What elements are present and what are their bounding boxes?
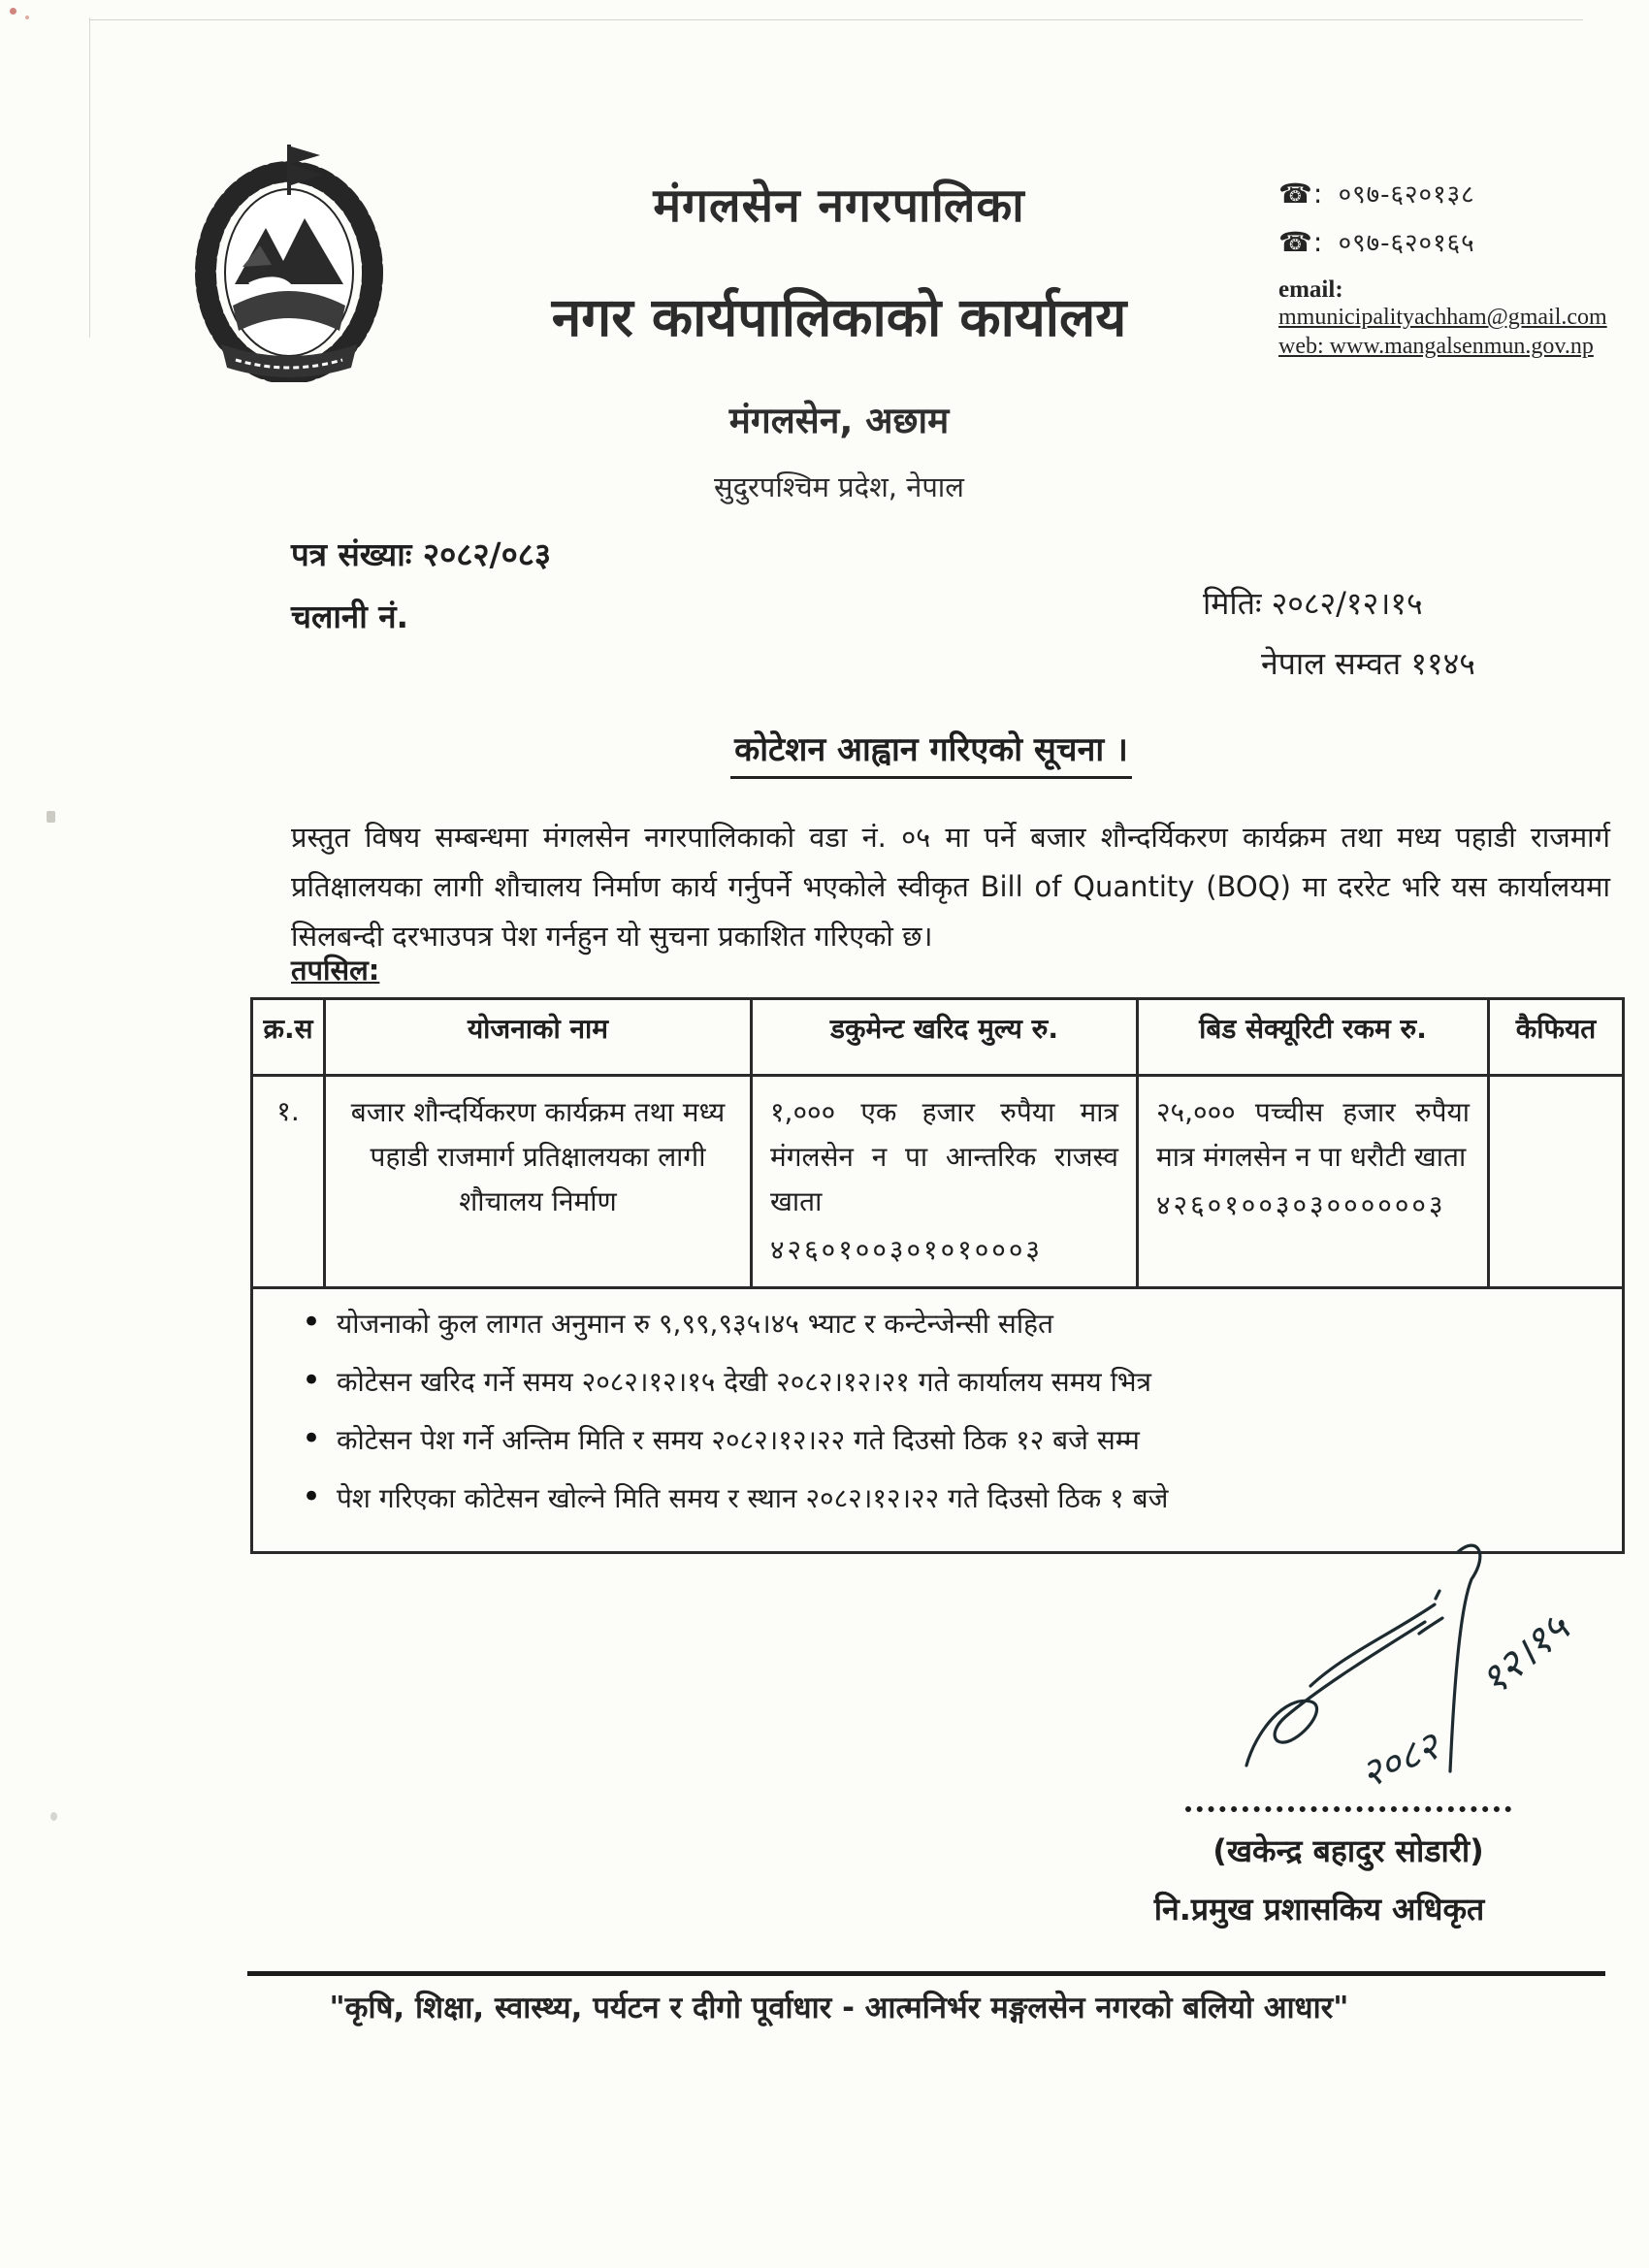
scan-speck — [25, 16, 29, 19]
col-header-sn: क्र.स — [252, 999, 325, 1076]
footer-slogan: "कृषि, शिक्षा, स्वास्थ्य, पर्यटन र दीगो पूर्वाधार - आत्मनिर्भर मङ्गलसेन नगरको बलियो आधार" — [329, 1991, 1349, 2025]
email-label: email: — [1278, 276, 1343, 303]
quotation-table — [250, 997, 1625, 1554]
signatory-name: (खकेन्द्र बहादुर सोडारी) — [1212, 1832, 1484, 1869]
notice-body: प्रस्तुत विषय सम्बन्धमा मंगलसेन नगरपालिकाको वडा नं. ०५ मा पर्ने बजार शौन्दर्यिकरण कार्यक्रम तथा मध्य पहाडी राजमार्ग प्रतिक्षालयका लागी शौचालय निर्माण कार्य गर्नुपर्ने भएकोले स्वीकृत Bill of Quantity (BOQ) मा दररेट भरि यस कार्यालयमा सिलबन्दी दरभाउपत्र पेश गर्नहुन यो सुचना प्रकाशित गरिएको छ। — [291, 821, 1610, 953]
cell-sn: १. — [252, 1076, 325, 1288]
scan-artifact-line — [89, 17, 90, 338]
province-line: सुदुरपश्चिम प्रदेश, नेपाल — [714, 470, 964, 503]
handwritten-signature — [1217, 1540, 1625, 1812]
note-item: • कोटेसन खरिद गर्ने समय २०८२।१२।१५ देखी २०८२।१२।२१ गते कार्यालय समय भित्र — [296, 1363, 1612, 1402]
table-notes-row — [252, 1288, 1624, 1553]
notes-cell — [252, 1288, 1624, 1553]
address-line: मंगलसेन, अछाम — [728, 400, 950, 441]
signatory-designation: नि.प्रमुख प्रशासकिय अधिकृत — [1153, 1891, 1485, 1928]
cell-remarks — [1489, 1076, 1624, 1288]
email-address: mmunicipalityachham@gmail.com — [1278, 305, 1607, 330]
phone-number-2: ०९७-६२०१६५ — [1338, 229, 1475, 258]
bid-security-text: २५,००० पच्चीस हजार रुपैया मात्र मंगलसेन न पा धरौटी खाता — [1156, 1096, 1470, 1173]
phone-icon: ☎: — [1278, 226, 1324, 258]
notes-list — [296, 1305, 1612, 1518]
footer-divider — [247, 1971, 1605, 1976]
scan-speck — [47, 811, 55, 823]
municipality-emblem-icon — [192, 138, 386, 382]
bid-security-account-number: ४२६०१००३०३००००००३ — [1156, 1189, 1446, 1221]
handwritten-year: २०८२ — [1353, 1724, 1446, 1798]
note-item: • कोटेसन पेश गर्ने अन्तिम मिति र समय २०८२।१२।२२ गते दिउसो ठिक १२ बजे सम्म — [296, 1421, 1612, 1460]
document-price-account-number: ४२६०१००३०१०१०००३ — [770, 1234, 1043, 1266]
cell-document-price — [752, 1076, 1138, 1288]
scan-artifact-line — [89, 19, 1583, 20]
document-price-text: १,००० एक हजार रुपैया मात्र मंगलसेन न पा आन्तरिक राजस्व खाता — [770, 1096, 1118, 1217]
phone-icon: ☎: — [1278, 178, 1324, 210]
dispatch-number-label: चलानी नं. — [291, 598, 409, 635]
phone-line-2 — [1278, 226, 1639, 258]
col-header-remarks: कैफियत — [1489, 999, 1624, 1076]
cell-project-name: बजार शौन्दर्यिकरण कार्यक्रम तथा मध्य पहाडी राजमार्ग प्रतिक्षालयका लागी शौचालय निर्माण — [325, 1076, 752, 1288]
municipality-name: मंगलसेन नगरपालिका — [653, 178, 1025, 233]
col-header-project-name: योजनाको नाम — [325, 999, 752, 1076]
col-header-document-price: डकुमेन्ट खरिद मुल्य रु. — [752, 999, 1138, 1076]
col-header-bid-security: बिड सेक्यूरिटी रकम रु. — [1138, 999, 1489, 1076]
phone-line-1 — [1278, 180, 1639, 208]
nepal-sambat: नेपाल सम्वत ११४५ — [1261, 645, 1475, 682]
letter-date: मितिः २०८२/१२।१५ — [1203, 585, 1423, 622]
handwritten-date: १२।१५ — [1471, 1604, 1578, 1705]
notice-title: कोटेशन आह्वान गरिएको सूचना । — [0, 726, 1649, 779]
table-header-row — [252, 999, 1624, 1076]
letter-number: पत्र संख्याः २०८२/०८३ — [291, 535, 552, 573]
note-item: • योजनाको कुल लागत अनुमान रु ९,९९,९३५।४५ भ्याट र कन्टेन्जेन्सी सहित — [296, 1305, 1612, 1344]
phone-number-1: ०९७-६२०१३८ — [1338, 180, 1475, 210]
signature-line — [1185, 1783, 1511, 1812]
web-address: web: www.mangalsenmun.gov.np — [1278, 334, 1594, 359]
details-label: तपसिल: — [291, 954, 380, 987]
office-name: नगर कार्यपालिकाको कार्यालय — [551, 286, 1127, 348]
contact-block — [1278, 180, 1639, 358]
note-item: • पेश गरिएका कोटेसन खोल्ने मिति समय र स्थान २०८२।१२।२२ गते दिउसो ठिक १ बजे — [296, 1479, 1612, 1518]
scan-speck — [50, 1812, 57, 1821]
table-row — [252, 1076, 1624, 1288]
cell-bid-security — [1138, 1076, 1489, 1288]
scan-speck — [10, 8, 16, 15]
